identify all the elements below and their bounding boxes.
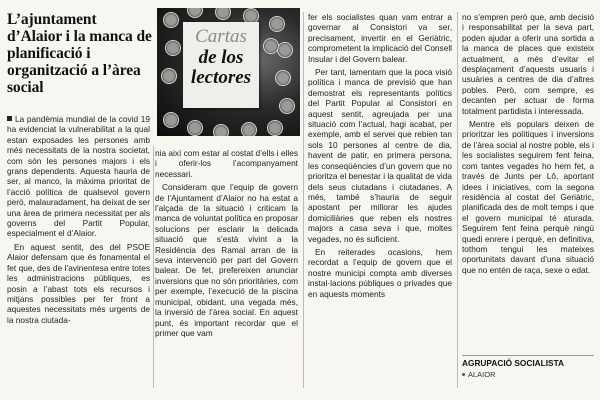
paragraph: fer els socialistes quan vam entrar a governar al Consistori va ser, precisament, invertir en el Geriàtric, comprometent la implicació del Consell Insular i del Govern balear.: [308, 12, 452, 64]
paragraph: En aquest sentit, des del PSOE Alaior defensam que és fonamental el fet que, des de l’avinentesa entre totes les administracions públiques, es posin a l’abast tots els recursos i mitjans possibles per fer front a aquestes necessitats més urgents de la nostra ciutada-: [7, 241, 150, 325]
article-column-2: [155, 148, 298, 338]
section-illustration: [157, 8, 300, 136]
paragraph-text: La pandèmia mundial de la covid 19 ha evidenciat la vulnerabilitat a la qual estan exposades les persones amb més necessitats de la nostra societat, com són les persones majors i els grans dependents. Aquesta hauria de ser, al manco, la màxima prioritat de l’acció política de qualsevol govern però, malauradament, ha deixat de ser una àrea de primera necessitat per als governs del Partit Popular, especialment el d’Alaior.: [7, 114, 150, 239]
headline: L’ajuntament d’Alaior i la manca de planificació i organització a l’àrea social: [7, 11, 152, 96]
paragraph: Per tant, lamentam que la poca visió política i manca de previsió que han demostrat els representants polítics del Partit Popular al Consistori en aquest sentit, agreujada per una situació com l’actual, hagi acabat, per exemple, amb el servei que rebien tan sols 10 persones al centre de dia, havent de patir, en primera persona, les conseqüències d’un govern que no prioritza el benestar i la qualitat de vida dels seus ciutadans i ciutadanes. A més, també s’hauria de seguir apostant per millorar les ajudes domiciliàries que reben els nostres majors a casa seva i que, moltes vegades, no és suficient.: [308, 67, 452, 244]
column-divider: [457, 12, 458, 388]
location-text: ALAIOR: [468, 370, 496, 379]
section-label-card: [183, 22, 259, 108]
section-label-line1: Cartas: [195, 26, 247, 47]
article-column-4: [462, 12, 594, 275]
paragraph: [7, 114, 150, 239]
location: [462, 370, 594, 379]
column-divider: [153, 146, 154, 388]
article-column-3: [308, 12, 452, 299]
paragraph: Consideram que l’equip de govern de l’Ajuntament d’Alaior no ha estat a l’alçada de la situació i criticam la manca de voluntat política en proposar solucions per esclarir la delicada situació que s’està vivint a la Residència des Ramal arran de la seva intervenció per part del Govern balear. De fet, prefereixen anunciar inversions que no són prioritàries, com per exemple, l’execució de la piscina municipal, obidant, una vegada més, la inversió de l’àrea social. En aquest punt, és important recordar que el primer que vam: [155, 182, 298, 338]
paragraph: nia així com estar al costat d’ells i elles i oferir-los l’acompanyament necessari.: [155, 148, 298, 179]
section-label-line3: lectores: [190, 67, 252, 88]
paragraph: En reiterades ocasions, hem recordat a l’equip de govern que el nostre municipi compta amb diverses instal·lacions públiques o privades que en aquests moments: [308, 246, 452, 299]
signature: AGRUPACIÓ SOCIALISTA: [462, 358, 565, 368]
paragraph: Mentre els populars deixen de prioritzar les polítiques i inversions de l’àrea social al nostre poble, els i les socialistes seguirem fent feina, com tantes vegades ho hem fet, a través de Junts per Lô, aportant idees i iniciatives, com la segona residència al costat del Geriàtric, planificada des de molt temps i que el govern municipal té aturada. Seguirem fent feina perquè ningú quedi enrere i perquè, en definitiva, tothom tengui les mateixes oportunitats davant d’una situació que no entén de raça, sexe o edat.: [462, 119, 594, 275]
signature-divider: [462, 355, 594, 356]
bullet-dot-icon: [462, 373, 465, 376]
section-label-line2: de los: [198, 47, 244, 68]
article-column-1: [7, 114, 150, 325]
paragraph: no s’empren però que, amb decisió i responsabilitat per la seva part, poden ajudar a oferir una sortida a la manca de places que existeix actualment, a més d’evitar el desplaçament d’aquests usuaris i usuàries a centres de dia d’altres pobles. Però, com sempre, es decanten per actuar de forma totalment partidista i interessada.: [462, 12, 594, 116]
column-divider: [303, 12, 304, 388]
bullet-square-icon: [7, 116, 12, 121]
